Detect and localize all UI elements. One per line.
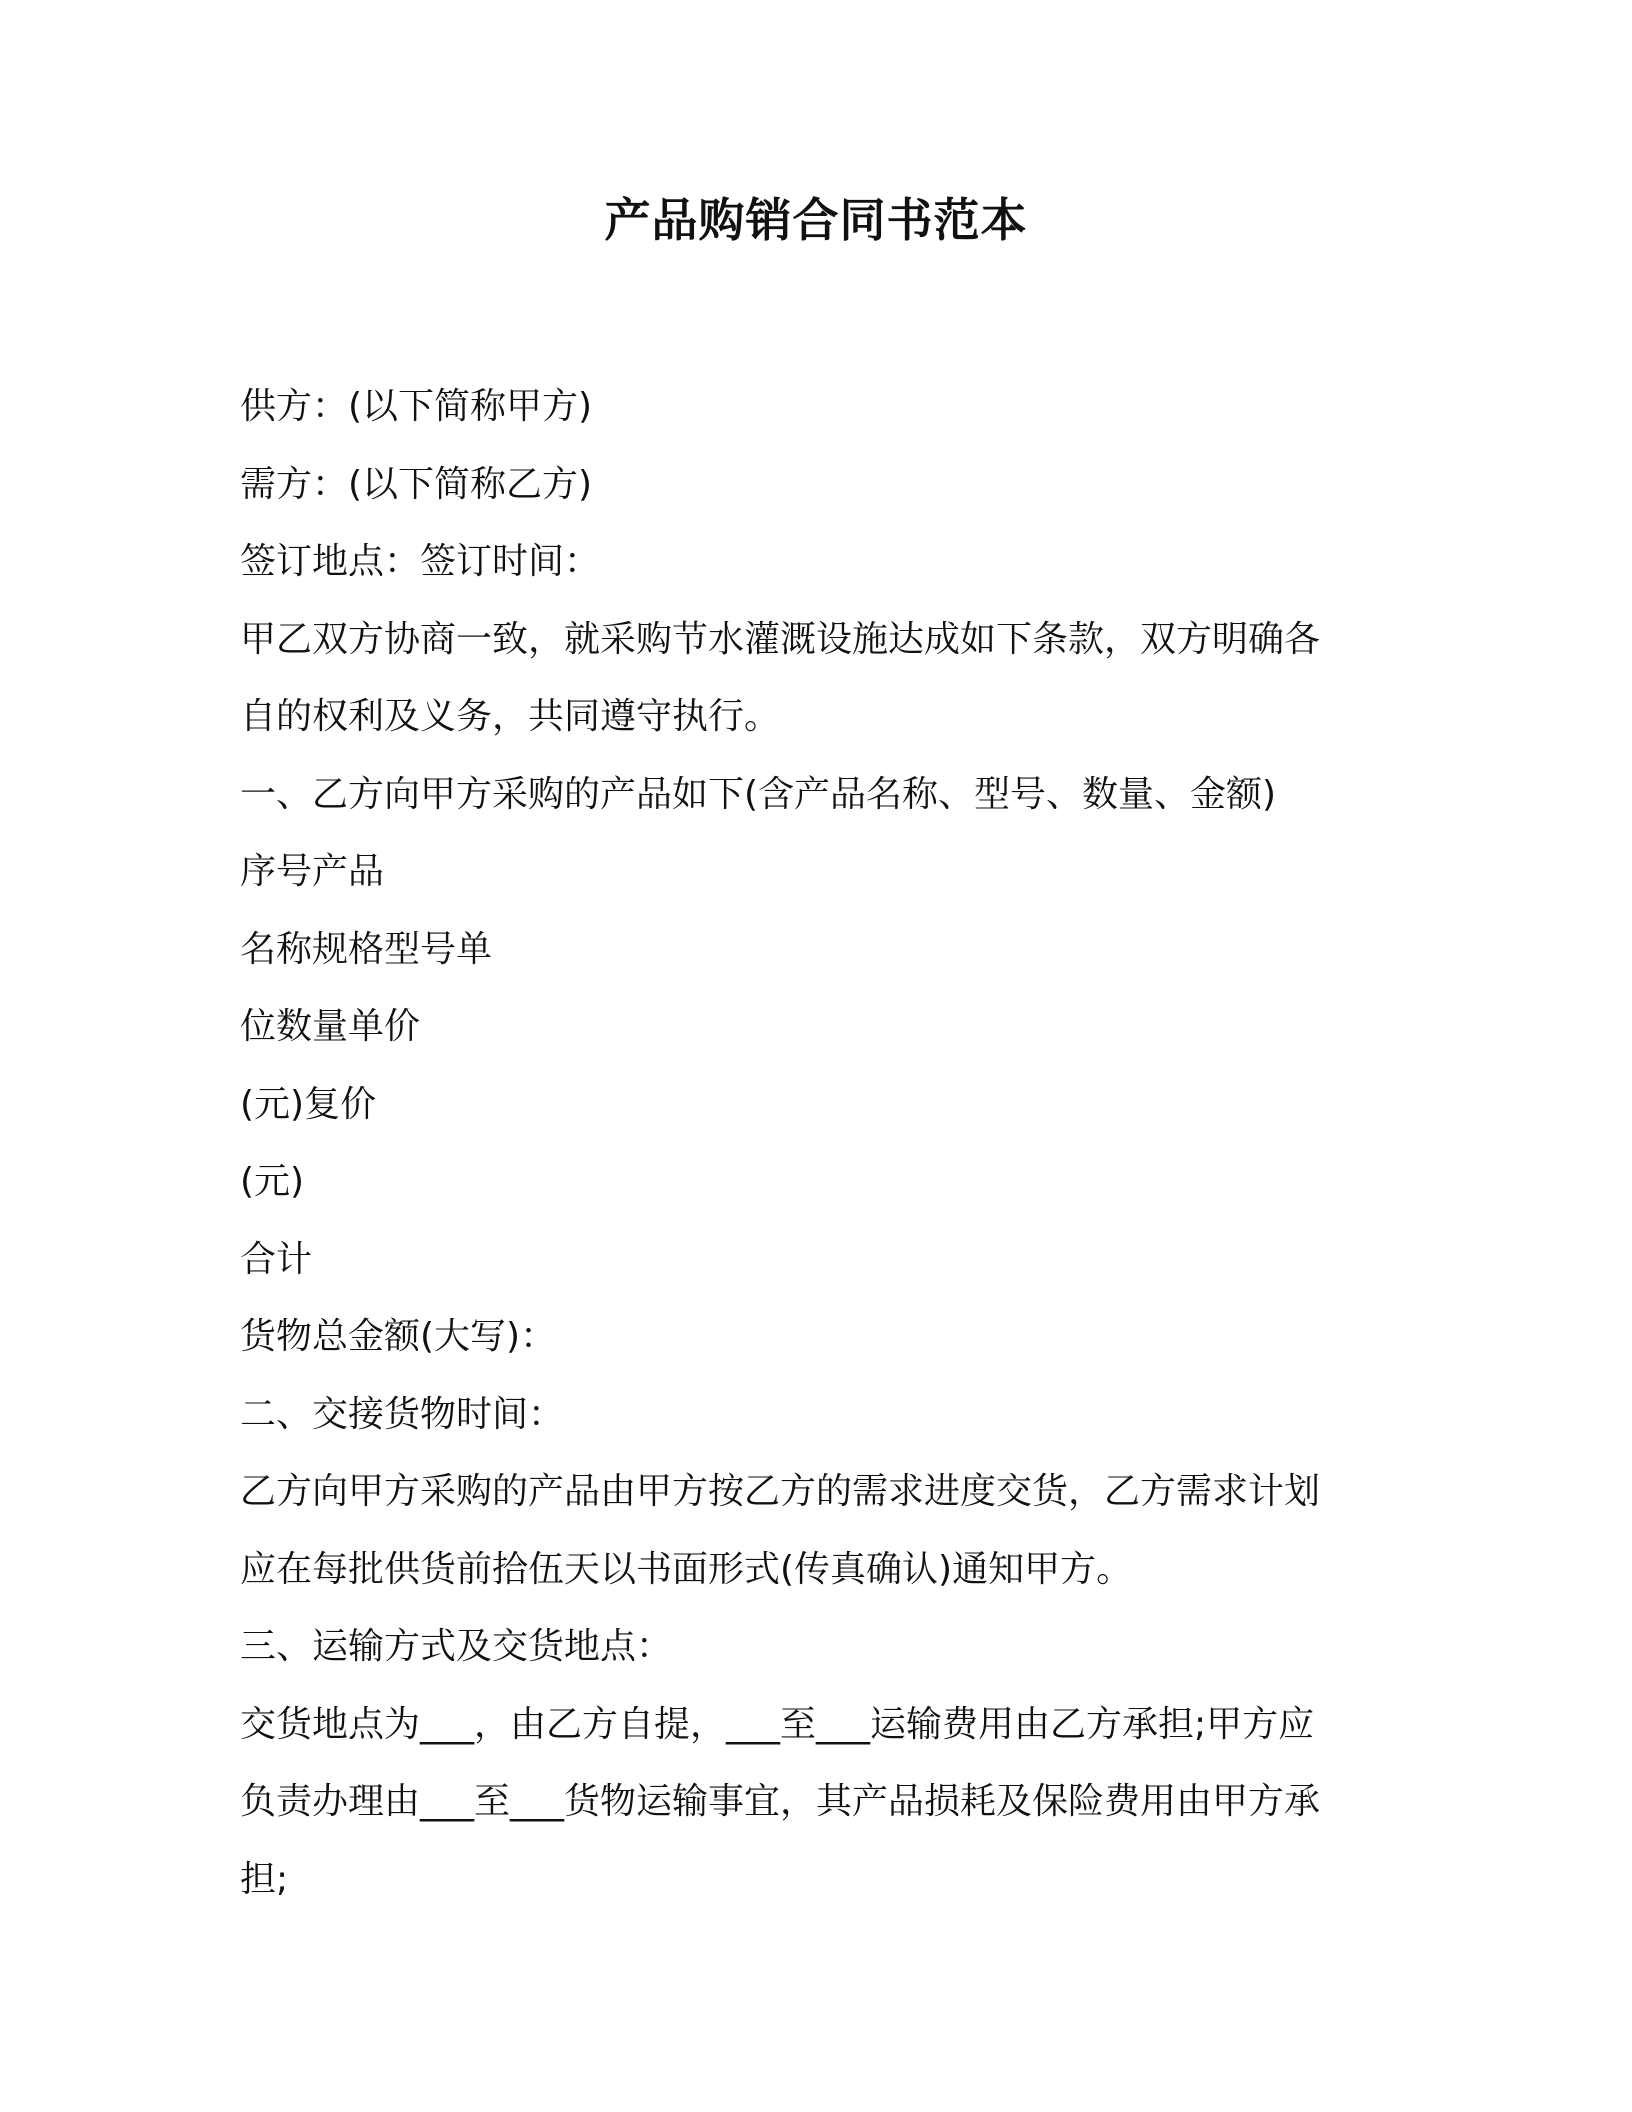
document-title: 产品购销合同书范本 (604, 193, 1028, 247)
delivery-time-line-1: 乙方向甲方采购的产品由甲方按乙方的需求进度交货，乙方需求计划 (240, 1471, 1321, 1512)
section-3-heading: 三、运输方式及交货地点： (240, 1626, 673, 1667)
product-table-line-3: 位数量单价 (240, 1006, 421, 1047)
product-table-line-4: (元)复价 (240, 1083, 377, 1125)
product-table-line-1: 序号产品 (240, 851, 385, 892)
agreement-intro-line-2: 自的权利及义务，共同遵守执行。 (240, 696, 781, 737)
buyer-line: 需方：(以下简称乙方) (240, 463, 593, 505)
document-body (240, 368, 1390, 1918)
transport-line-2: 负责办理由___至___货物运输事宜，其产品损耗及保险费用由甲方承 (240, 1781, 1321, 1822)
total-amount-line: 货物总金额(大写)： (240, 1316, 557, 1357)
product-table-line-5: (元) (240, 1161, 305, 1202)
product-table-line-2: 名称规格型号单 (240, 928, 493, 970)
supplier-line: 供方：(以下简称甲方) (240, 386, 593, 427)
transport-line-3: 担; (240, 1858, 289, 1900)
section-1-heading: 一、乙方向甲方采购的产品如下(含产品名称、型号、数量、金额) (240, 773, 1277, 815)
signing-place-time-line: 签订地点：签订时间： (240, 541, 601, 582)
delivery-time-line-2: 应在每批供货前拾伍天以书面形式(传真确认)通知甲方。 (240, 1548, 1133, 1590)
transport-line-1: 交货地点为___，由乙方自提，___至___运输费用由乙方承担;甲方应 (240, 1703, 1315, 1745)
section-2-heading: 二、交接货物时间： (240, 1393, 565, 1435)
agreement-intro-line-1: 甲乙双方协商一致，就采购节水灌溉设施达成如下条款，双方明确各 (240, 618, 1321, 660)
total-line: 合计 (240, 1238, 313, 1280)
